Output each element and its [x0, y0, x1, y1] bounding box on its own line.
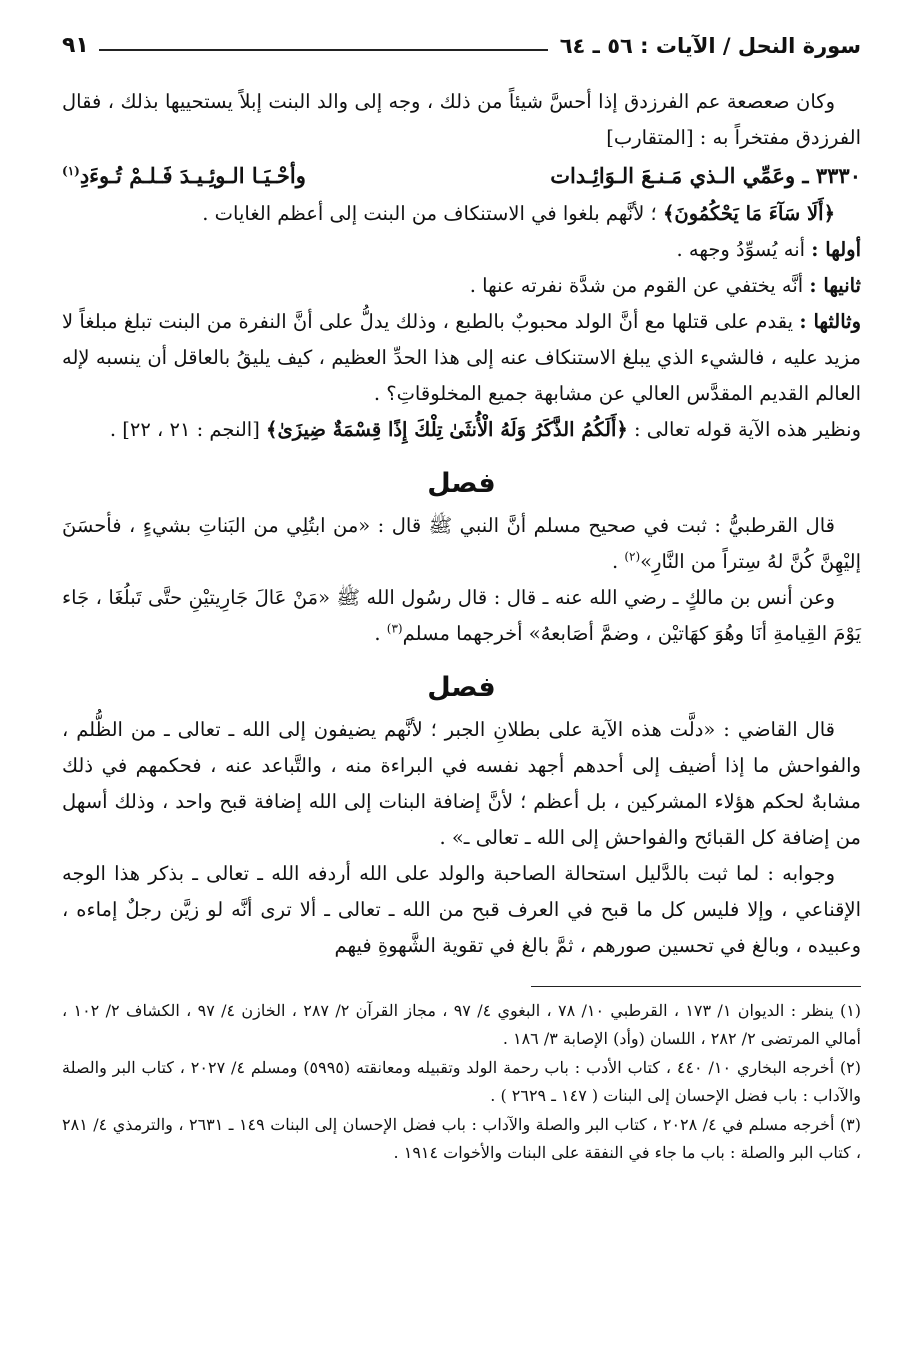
quran-quote: ﴿أَلَا سَآءَ مَا يَحْكُمُونَ﴾ — [662, 202, 835, 225]
paragraph-text: وعن أنس بن مالكٍ ـ رضي الله عنه ـ قال : قال رسُول الله ﷺ «مَنْ عَالَ جَارِيتيْنِ حتَّى تَبلُغَا ، جَاء يَوْمَ القِيامةِ أنَا وهُوَ كهَاتيْن ، وضمَّ أصَابعهُ» أخرجهما مسلم — [62, 586, 861, 645]
verse-second-hemistich — [62, 156, 306, 196]
paragraph: وكان صعصعة عم الفرزدق إذا أحسَّ شيئاً من ذلك ، وجه إلى والد البنت إبلاً يستحييها بذلك ، فقال الفرزدق مفتخراً به : [المتقارب] — [62, 90, 861, 149]
verse-right-text: وعَمِّي الـذي مَـنـعَ الـوَائِـدات — [550, 163, 796, 188]
paragraph-text: أنه يُسوِّدُ وجهه . — [676, 238, 806, 261]
paragraph-end: . — [611, 550, 625, 573]
paragraph-text: أنَّه يختفي عن القوم من شدَّة نفرته عنها . — [469, 274, 804, 297]
header-rule — [99, 49, 548, 51]
paragraph-text: قال القرطبيُّ : ثبت في صحيح مسلم أنَّ النبي ﷺ قال : «من ابتُلِي من البَناتِ بشيءٍ ، فأحسَنَ إليْهِنَّ كُنَّ لهُ سِتراً من النَّارِ» — [62, 514, 861, 573]
footnote: (٢) أخرجه البخاري ١٠/ ٤٤٠ ، كتاب الأدب : باب رحمة الولد وتقبيله ومعانقته (٥٩٩٥) ومسلم ٤/ ٢٠٢٧ ، كتاب البر والصلة والآداب : باب فضل الإحسان إلى البنات ( ١٤٧ ـ ٢٦٢٩ ) . — [62, 1058, 862, 1105]
footnote-marker: (١) — [62, 164, 80, 178]
paragraph-lead: وثالثها : — [799, 310, 862, 333]
quran-quote: ﴿أَلَكُمُ الذَّكَرُ وَلَهُ الْأُنثَىٰ تِلْكَ إِذًا قِسْمَةٌ ضِيزَىٰ﴾ — [266, 418, 628, 441]
section-heading: فصل — [427, 672, 496, 703]
footnote: (٣) أخرجه مسلم في ٤/ ٢٠٢٨ ، كتاب البر والصلة والآداب : باب فضل الإحسان إلى البنات ١٤٩ ـ ٢٦٣١ ، والترمذي ٤/ ٢٨١ ، كتاب البر والصلة : باب ما جاء في النفقة على البنات والأخوات ١٩١٤ . — [62, 1115, 861, 1162]
footnote-separator — [531, 986, 861, 987]
paragraph — [62, 580, 861, 652]
paragraph-lead: ثانيها : — [809, 274, 861, 297]
verse-first-hemistich — [550, 156, 861, 196]
paragraph-end: . — [374, 622, 387, 645]
paragraph-text: ؛ لأنَّهم بلغوا في الاستنكاف من البنت إلى أعظم الغايات . — [202, 202, 657, 225]
poetry-verse — [62, 156, 861, 196]
main-text — [62, 84, 861, 964]
paragraph — [62, 412, 861, 448]
verse-number: ٣٣٣٠ ـ — [802, 163, 861, 188]
running-title: سورة النحل / الآيات : ٥٦ ـ ٦٤ — [552, 34, 861, 58]
paragraph — [62, 508, 861, 580]
paragraph — [62, 196, 861, 232]
page-header — [62, 22, 861, 58]
paragraph — [62, 304, 861, 412]
footnote: (١) ينظر : الديوان ١/ ١٧٣ ، القرطبي ١٠/ ٧٨ ، البغوي ٤/ ٩٧ ، مجاز القرآن ٢/ ٢٨٧ ، الخازن ٤/ ٩٧ ، الكشاف ٢/ ١٠٢ ، أمالي المرتضى ٢/ ٢٨٢ ، اللسان (وأد) الإصابة ٣/ ١٨٦ . — [62, 1001, 862, 1048]
footnotes — [62, 997, 861, 1167]
paragraph-text: يقدم على قتلها مع أنَّ الولد محبوبٌ بالطبع ، وذلك يدلُّ على أنَّ النفرة من البنت تبلغ مبلغاً لا مزيد عليه ، فالشيء الذي يبلغ الاستنكاف عنه إلى هذا الحدِّ العظيم ، كيف يليقُ بالعاقل أن ينسبه لإله العالم القديم المقدَّس العالي عن مشابهة جميع المخلوقاتِ؟ . — [62, 310, 861, 405]
paragraph — [62, 232, 861, 268]
footnote-marker: (٢) — [624, 549, 641, 564]
page — [62, 22, 861, 1348]
paragraph-lead: أولها : — [811, 238, 861, 261]
section-heading: فصل — [427, 468, 496, 499]
footnote-marker: (٣) — [386, 621, 403, 636]
paragraph — [62, 268, 861, 304]
page-number: ٩١ — [62, 33, 89, 58]
paragraph-text: ونظير هذه الآية قوله تعالى : — [634, 418, 861, 441]
paragraph: وجوابه : لما ثبت بالدَّليل استحالة الصاحبة والولد على الله أردفه الله ـ تعالى ـ بذكر هذا الوجه الإقناعي ، وإلا فليس كل ما قبح في العرف قبح من الله ـ تعالى ـ ألا ترى أنَّه لو زيَّن رجلٌ إماءه ، وعبيده ، وبالغ في تحسين صورهم ، ثمَّ بالغ في تقوية الشَّهوةِ فيهم — [62, 862, 861, 957]
quran-reference: [النجم : ٢١ ، ٢٢] . — [109, 418, 260, 441]
paragraph: قال القاضي : «دلَّت هذه الآية على بطلانِ الجبر ؛ لأنَّهم يضيفون إلى الله ـ تعالى ـ من الظُّلم ، والفواحش ما إذا أضيف إلى أحدهم أجهد نفسه في البراءة منه ، والتَّباعد عنه ، فحكمهم في ذلك مشابهٌ لحكم هؤلاء المشركين ، بل أعظم ؛ لأنَّ إضافة البنات إلى الله إضافة قبح واحد ، وذلك أسهل من إضافة كل القبائح والفواحش إلى الله ـ تعالى ـ» . — [62, 718, 861, 849]
verse-left-text: وأحْـيَـا الـوئِـيـدَ فَـلـمْ تُـوءَدِ — [79, 163, 306, 188]
